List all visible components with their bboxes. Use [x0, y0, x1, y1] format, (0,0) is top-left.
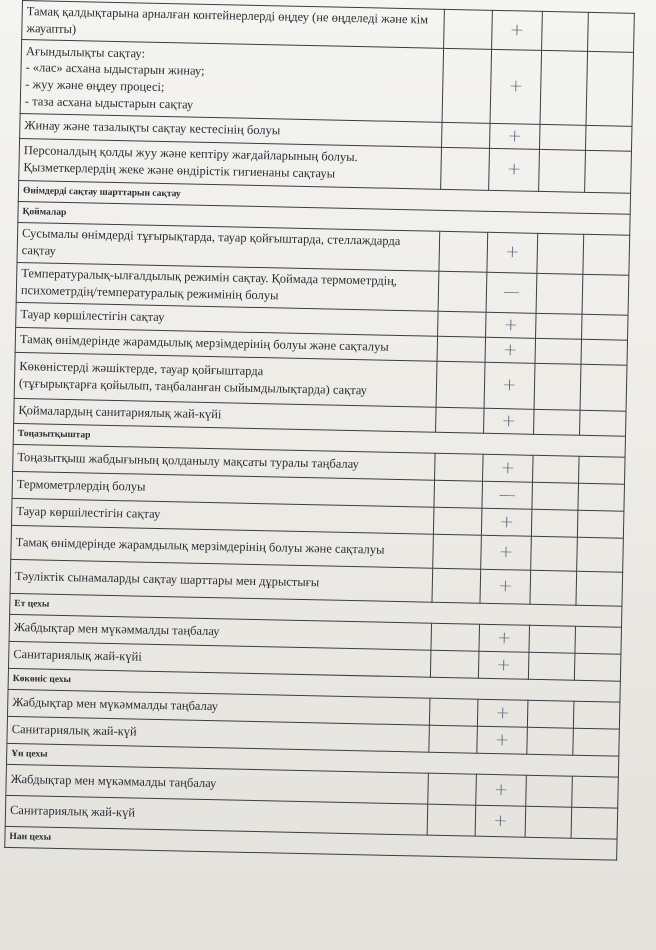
handwritten-mark: + [490, 123, 541, 149]
empty-cell [536, 273, 583, 314]
requirement-text: Сусымалы өнімдерді тұғырықтарда, тауар қойғыштарда, стеллаждарда сақтау [17, 222, 440, 271]
requirement-text: Тоңазытқыш жабдығының қолданылу мақсаты туралы таңбалау [13, 444, 435, 480]
empty-cell [436, 407, 485, 433]
empty-cell [574, 653, 621, 681]
empty-cell [434, 480, 483, 508]
empty-cell [539, 149, 586, 192]
empty-cell [578, 483, 625, 511]
handwritten-mark: + [489, 148, 540, 191]
empty-cell [573, 701, 620, 729]
empty-cell [435, 453, 484, 481]
empty-cell [577, 537, 624, 572]
handwritten-mark: + [481, 535, 532, 570]
section-title: Тоңазытқыштар [13, 423, 625, 457]
requirement-text: Ағындылықты сақтау: - «лас» асхана ыдыстарын жинау; - жуу және өңдеу процесі; - таза асхана ыдыстарын сақтау [20, 39, 443, 122]
empty-cell [581, 339, 628, 365]
empty-cell [537, 233, 584, 274]
empty-cell [525, 806, 572, 838]
empty-cell [442, 48, 492, 123]
empty-cell [437, 336, 486, 362]
section-title: Ұн цехы [6, 743, 618, 777]
empty-cell [441, 147, 490, 190]
handwritten-mark: + [478, 651, 529, 679]
empty-cell [576, 571, 623, 606]
empty-cell [438, 311, 487, 337]
handwritten-mark: + [479, 624, 530, 652]
empty-cell [442, 122, 491, 148]
requirement-text: Жинау және тазалықты сақтау кестесінің болуы [20, 113, 442, 147]
requirement-text: Жабдықтар мен мүкәммалды таңбалау [9, 614, 431, 650]
requirement-text: Санитариялық жай-күйі [9, 641, 431, 677]
empty-cell [433, 507, 482, 535]
requirement-text: Тәуліктік сынамаларды сақтау шарттары мен дұрыстығы [10, 559, 433, 602]
empty-cell [579, 456, 626, 484]
empty-cell [431, 623, 480, 651]
empty-cell [527, 700, 574, 728]
handwritten-mark: + [487, 232, 538, 273]
empty-cell [572, 776, 619, 808]
empty-cell [427, 804, 476, 836]
empty-cell [585, 150, 632, 193]
empty-cell [582, 314, 629, 340]
requirement-text: Тамақ қалдықтарына арналған контейнерлерді өңдеу (не өңделеді және кім жауапты) [22, 1, 445, 49]
handwritten-mark: + [476, 774, 527, 806]
empty-cell [542, 11, 589, 51]
empty-cell [580, 364, 627, 411]
handwritten-mark: + [484, 408, 535, 434]
empty-cell [588, 12, 635, 52]
requirement-text: Қоймалардың санитариялық жай-күйі [14, 398, 436, 432]
empty-cell [428, 773, 477, 805]
checklist-row [20, 39, 633, 126]
section-title: Көкөніс цехы [8, 668, 620, 702]
section-title: Нан цехы [5, 826, 617, 860]
requirement-text: Термометрлердің болуы [12, 471, 434, 507]
handwritten-mark: + [483, 454, 534, 482]
empty-cell [571, 807, 618, 839]
handwritten-mark: + [492, 10, 543, 50]
empty-cell [532, 482, 579, 510]
section-title: Өнімдерді сақтау шарттарын сақтау [18, 180, 630, 214]
empty-cell [531, 536, 578, 571]
empty-cell [573, 728, 620, 756]
empty-cell [534, 363, 581, 410]
requirement-text: Көкөністерді жәшіктерде, тауар қойғыштарда (тұғырықтарға қойылып, таңбаланған сыйымдылықтарда) сақтау [14, 352, 437, 407]
empty-cell [432, 568, 481, 603]
requirement-text: Тауар көршілестігін сақтау [16, 302, 438, 336]
empty-cell [580, 410, 627, 436]
requirement-text: Санитариялық жай-күй [7, 716, 429, 752]
empty-cell [430, 650, 479, 678]
empty-cell [528, 652, 575, 680]
empty-cell [577, 510, 624, 538]
requirement-text: Санитариялық жай-күй [5, 795, 428, 835]
section-title: Ет цехы [10, 593, 622, 627]
empty-cell [575, 626, 622, 654]
empty-cell [582, 274, 629, 315]
requirement-text: Жабдықтар мен мүкәммалды таңбалау [7, 689, 429, 725]
checklist-body [5, 1, 635, 860]
handwritten-mark: — [482, 481, 533, 509]
empty-cell [583, 234, 630, 275]
handwritten-mark: + [475, 805, 526, 837]
empty-cell [533, 455, 580, 483]
empty-cell [530, 570, 577, 605]
empty-cell [436, 361, 485, 408]
empty-cell [429, 698, 478, 726]
empty-cell [534, 409, 581, 435]
empty-cell [586, 51, 634, 126]
handwritten-mark: + [481, 508, 532, 536]
empty-cell [438, 271, 487, 312]
handwritten-mark: — [486, 272, 537, 313]
empty-cell [539, 124, 586, 150]
empty-cell [529, 625, 576, 653]
empty-cell [540, 50, 588, 125]
requirement-text: Тауар көршілестігін сақтау [11, 498, 433, 534]
requirement-text: Тамақ өнімдерінде жарамдылық мерзімдерінің болуы және сақталуы [15, 327, 437, 361]
empty-cell [444, 9, 493, 49]
empty-cell [531, 509, 578, 537]
requirement-text: Персоналдың қолды жуу және кептіру жағдайларының болуы. Қызметкерлердің жеке және өндірістік гигиенаны сақтауы [19, 138, 442, 189]
empty-cell [585, 125, 632, 151]
handwritten-mark: + [480, 569, 531, 604]
handwritten-mark: + [477, 726, 528, 754]
handwritten-mark: + [477, 699, 528, 727]
handwritten-mark: + [484, 362, 535, 409]
handwritten-mark: + [490, 49, 542, 124]
handwritten-mark: + [485, 337, 536, 363]
empty-cell [526, 775, 573, 807]
requirement-text: Жабдықтар мен мүкәммалды таңбалау [6, 764, 429, 804]
requirement-text: Тамақ өнімдерінде жарамдылық мерзімдерінің болуы және сақталуы [11, 525, 434, 568]
empty-cell [433, 534, 482, 569]
checklist-table [4, 0, 635, 860]
empty-cell [429, 725, 478, 753]
empty-cell [439, 231, 488, 272]
empty-cell [527, 727, 574, 755]
requirement-text: Температуралық-ылғалдылық режимін сақтау. Қоймада термометрдің, психометрдің/температуралық режимінің болуы [16, 262, 439, 311]
section-title: Қоймалар [18, 201, 630, 235]
handwritten-mark: + [486, 312, 537, 338]
empty-cell [535, 338, 582, 364]
empty-cell [536, 313, 583, 339]
